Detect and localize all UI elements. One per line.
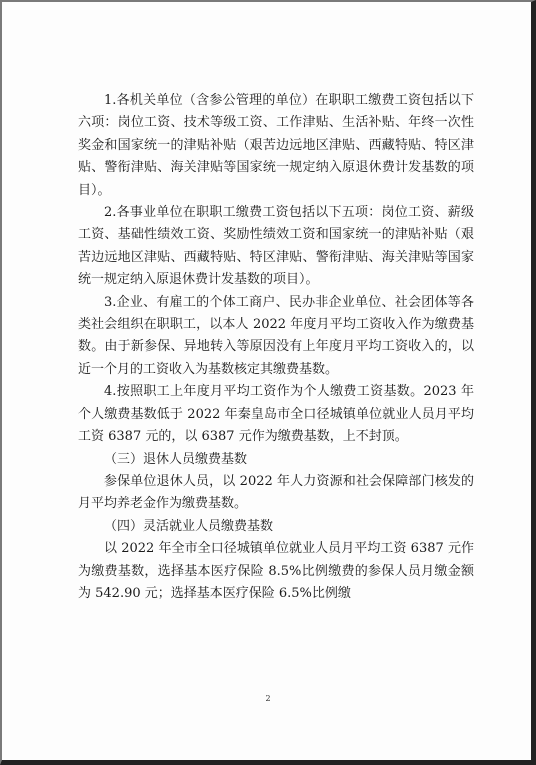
paragraph-5: 参保单位退休人员，以 2022 年人力资源和社会保障部门核发的月平均养老金作为缴费基数。 — [78, 473, 474, 512]
paragraph-1: 1.各机关单位（含参公管理的单位）在职职工缴费工资包括以下六项：岗位工资、技术等级工资、工作津贴、生活补贴、年终一次性奖金和国家统一的津贴补贴（艰苦边远地区津贴、西藏特贴、特区津贴、警衔津贴、海关津贴等国家统一规定纳入原退休费计发基数的项目）。 — [78, 93, 474, 198]
paragraph-4: 4.按照职工上年度月平均工资作为个人缴费工资基数。2023 年个人缴费基数低于 2022 年秦皇岛市全口径城镇单位就业人员月平均工资 6387 元的，以 6387 元作为缴费基数，上不封顶。 — [78, 384, 474, 445]
paragraph-6: 以 2022 年全市全口径城镇单位就业人员月平均工资 6387 元作为缴费基数，选择基本医疗保险 8.5%比例缴费的参保人员月缴金额为 542.90 元；选择基本医疗保险 6.5%比例缴 — [78, 541, 474, 601]
section-heading-retirees: （三）退休人员缴费基数 — [104, 451, 248, 467]
paragraph-3: 3.企业、有雇工的个体工商户、民办非企业单位、社会团体等各类社会组织在职职工，以本人 2022 年度月平均工资收入作为缴费基数。由于新参保、异地转入等原因没有上年度月平均工资收入的，以近一个月的工资收入为基数核定其缴费基数。 — [78, 294, 474, 377]
document-body — [78, 90, 474, 605]
paragraph-2: 2.各事业单位在职职工缴费工资包括以下五项：岗位工资、薪级工资、基础性绩效工资、奖励性绩效工资和国家统一的津贴补贴（艰苦边远地区津贴、西藏特贴、特区津贴、警衔津贴、海关津贴等国家统一规定纳入原退休费计发基数的项目）。 — [78, 205, 474, 288]
page-number: 2 — [265, 694, 271, 703]
section-heading-flexible: （四）灵活就业人员缴费基数 — [104, 518, 274, 534]
